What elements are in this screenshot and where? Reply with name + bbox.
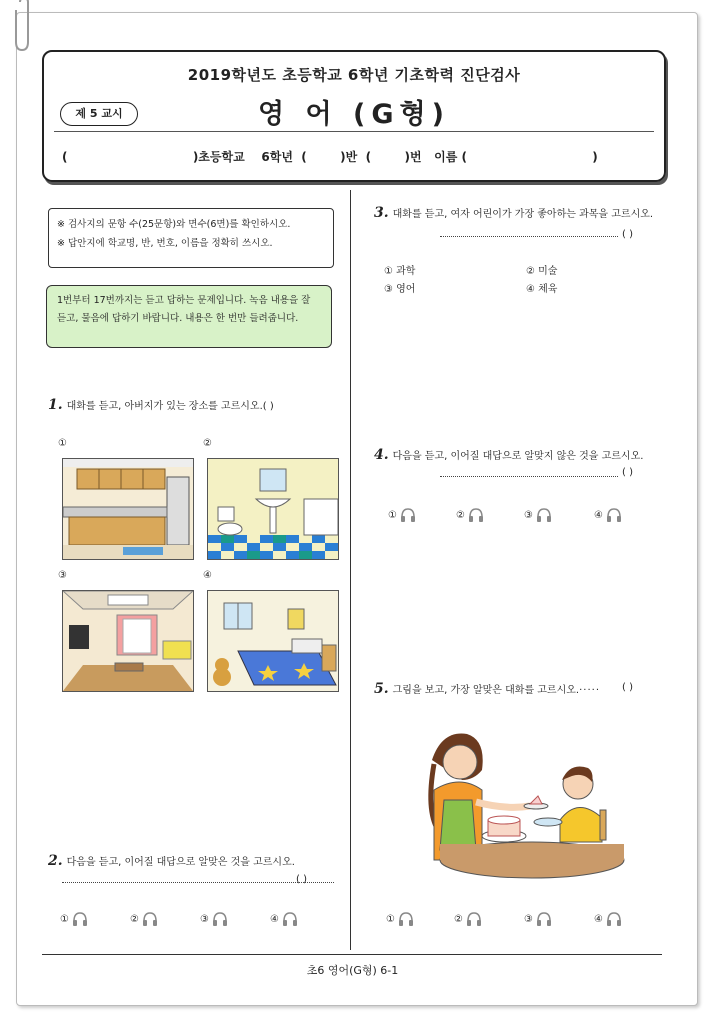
choice-english[interactable]: ③ 영어 — [384, 284, 416, 295]
choice-label-2[interactable]: ② — [203, 438, 212, 449]
question-4 — [374, 446, 662, 466]
headphones-icon — [282, 912, 298, 926]
header-divider — [54, 131, 654, 132]
headphones-icon — [606, 912, 622, 926]
choice-label: ① — [388, 510, 397, 521]
choice-3[interactable] — [524, 508, 552, 522]
page-footer: 초6 영어(G형) 6-1 — [306, 964, 399, 977]
choice-label: ③ — [524, 510, 533, 521]
question-text: 다음을 듣고, 이어질 대답으로 알맞은 것을 고르시오. — [66, 857, 295, 868]
choice-4[interactable] — [594, 508, 622, 522]
choice-2[interactable] — [130, 912, 158, 926]
question-number: 5. — [374, 681, 389, 697]
answer-dots — [62, 876, 334, 883]
choice-2[interactable] — [454, 912, 482, 926]
answer-dots — [440, 470, 618, 477]
exam-title: 2019학년도 초등학교 6학년 기초학력 진단검사 — [187, 66, 521, 84]
headphones-icon — [468, 508, 484, 522]
choice-label: ① — [60, 914, 69, 925]
question-number: 3. — [374, 205, 389, 221]
headphones-icon — [606, 508, 622, 522]
headphones-icon — [466, 912, 482, 926]
question-number: 2. — [48, 853, 63, 869]
choice-label-3[interactable]: ③ — [58, 570, 67, 581]
choice-1[interactable] — [60, 912, 88, 926]
footer-divider — [42, 954, 662, 955]
choice-label: ② — [130, 914, 139, 925]
answer-blank[interactable]: ( ) — [296, 874, 307, 885]
answer-blank[interactable]: ( ) — [622, 682, 633, 693]
question-number: 1. — [48, 397, 63, 413]
choice-4[interactable] — [594, 912, 622, 926]
question-3 — [374, 204, 662, 224]
bedroom-image[interactable] — [207, 590, 339, 692]
question-number: 4. — [374, 447, 389, 463]
student-info-line: ( )초등학교 6학년 ( )반 ( )번 이름 ( ) — [62, 150, 598, 164]
choice-art[interactable]: ② 미술 — [526, 266, 558, 277]
headphones-icon — [398, 912, 414, 926]
headphones-icon — [212, 912, 228, 926]
notice-line-1: ※ 검사지의 문항 수(25문항)와 면수(6면)를 확인하시오. — [57, 219, 291, 230]
answer-dots — [440, 230, 618, 237]
choice-label: ③ — [524, 914, 533, 925]
headphones-icon — [400, 508, 416, 522]
living-room-image[interactable] — [62, 590, 194, 692]
choice-pe[interactable]: ④ 체육 — [526, 284, 558, 295]
choice-label: ③ — [200, 914, 209, 925]
choice-2[interactable] — [456, 508, 484, 522]
choice-label: ④ — [270, 914, 279, 925]
choice-label: ① — [386, 914, 395, 925]
question-text: 대화를 듣고, 여자 어린이가 가장 좋아하는 과목을 고르시오. — [392, 209, 654, 220]
bathroom-image[interactable] — [207, 458, 339, 560]
headphones-icon — [72, 912, 88, 926]
subject-title: 영 어 (G형) — [258, 99, 450, 130]
choice-label: ② — [456, 510, 465, 521]
kitchen-image[interactable] — [62, 458, 194, 560]
question-5: 5. 그림을 보고, 가장 알맞은 대화를 고르시오.····· — [374, 681, 601, 697]
mother-child-cake-illustration — [412, 720, 628, 880]
question-text: 대화를 듣고, 아버지가 있는 장소를 고르시오.( ) — [66, 401, 274, 412]
notice-line-2: ※ 답안지에 학교명, 반, 번호, 이름을 정확히 쓰시오. — [57, 238, 273, 249]
question-2 — [48, 852, 338, 872]
headphones-icon — [536, 508, 552, 522]
headphones-icon — [536, 912, 552, 926]
choice-3[interactable] — [200, 912, 228, 926]
choice-3[interactable] — [524, 912, 552, 926]
period-badge: 제 5 교시 — [60, 102, 138, 126]
paper-clip-icon — [12, 0, 34, 56]
choice-label-1[interactable]: ① — [58, 438, 67, 449]
question-1 — [48, 396, 338, 416]
choice-label-4[interactable]: ④ — [203, 570, 212, 581]
headphones-icon — [142, 912, 158, 926]
question-text: 그림을 보고, 가장 알맞은 대화를 고르시오. — [392, 685, 580, 696]
listening-notice-box: 1번부터 17번까지는 듣고 답하는 문제입니다. 녹음 내용을 잘 듣고, 물음에 답하기 바랍니다. 내용은 한 번만 들려줍니다. — [46, 285, 332, 348]
exam-header — [42, 50, 666, 182]
answer-blank[interactable]: ( ) — [622, 467, 633, 478]
choice-label: ④ — [594, 914, 603, 925]
answer-blank[interactable]: ( ) — [622, 229, 633, 240]
choice-label: ② — [454, 914, 463, 925]
choice-label: ④ — [594, 510, 603, 521]
choice-4[interactable] — [270, 912, 298, 926]
choice-1[interactable] — [388, 508, 416, 522]
column-divider — [350, 190, 351, 950]
choice-science[interactable]: ① 과학 — [384, 266, 416, 277]
choice-1[interactable] — [386, 912, 414, 926]
question-text: 다음을 듣고, 이어질 대답으로 알맞지 않은 것을 고르시오. — [392, 451, 644, 462]
exam-notice-box — [48, 208, 334, 268]
